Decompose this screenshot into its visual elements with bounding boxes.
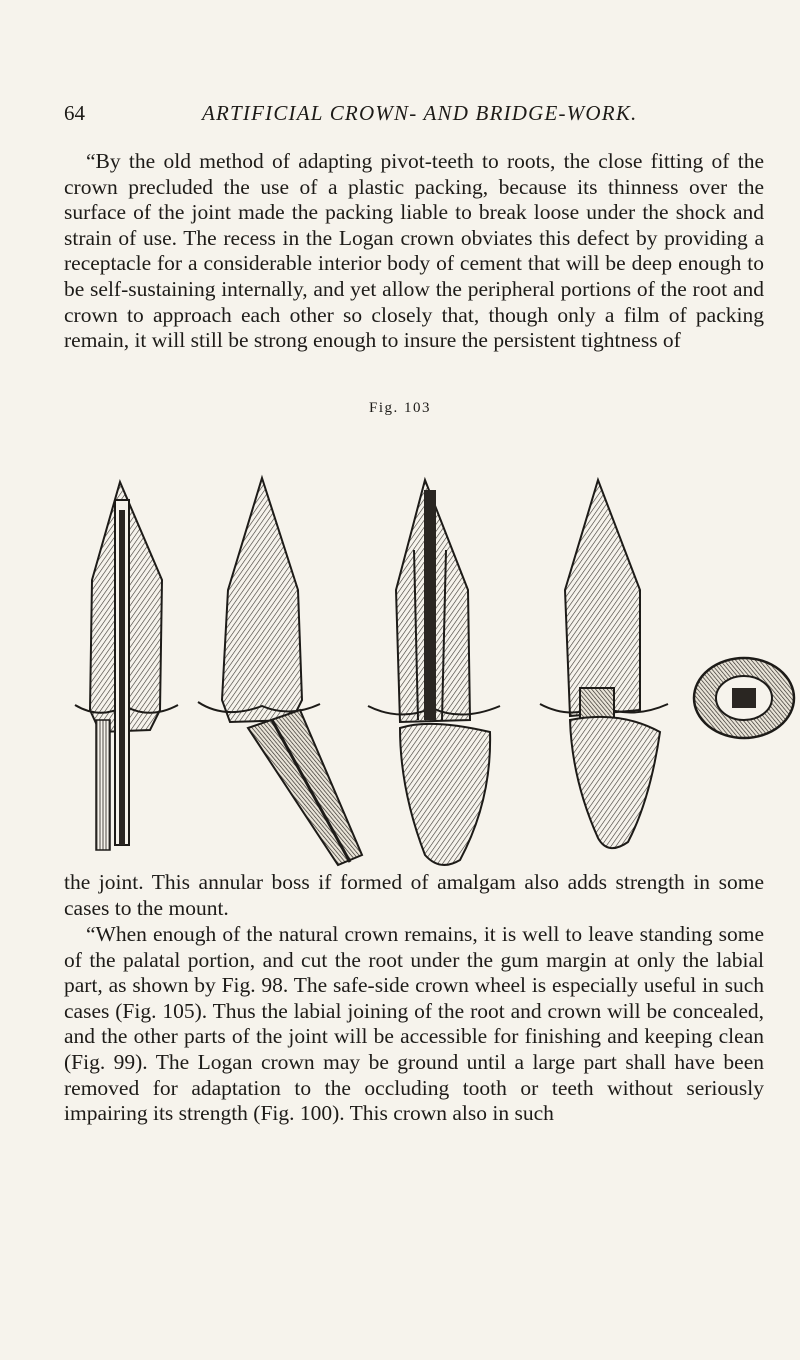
page-number: 64 [64, 101, 85, 125]
tooth-illustration-2 [198, 478, 362, 865]
cross-section-illustration [694, 658, 794, 738]
figure-illustration [0, 470, 800, 870]
paragraph: the joint. This annular boss if formed of amalgam also adds strength in some cases to the mount. [64, 870, 764, 920]
running-title: ARTIFICIAL CROWN- AND BRIDGE-WORK. [202, 101, 638, 125]
paragraph: “When enough of the natural crown remains, it is well to leave standing some of the palatal portion, and cut the root under the gum margin at only the labial part, as shown by Fig. 98. The safe-side crown wheel is especially useful in such cases (Fig. 105). Thus the labial joining of the root and crown will be concealed, and the other parts of the joint will be accessible for finishing and keeping clean (Fig. 99). The Logan crown may be ground until a large part shall have been removed for adaptation to the occluding tooth or teeth without seriously impairing its strength (Fig. 100). This crown also in such [64, 922, 764, 1126]
page-header [64, 98, 744, 128]
tooth-illustration-3 [368, 480, 500, 865]
paragraph: “By the old method of adapting pivot-teeth to roots, the close fitting of the crown precluded the use of a plastic packing, because its thinness over the surface of the joint made the packing liable to break loose under the shock and strain of use. The recess in the Logan crown obviates this defect by providing a receptacle for a considerable interior body of cement that will be deep enough to be self-sustaining internally, and yet allow the peripheral portions of the root and crown to approach each other so closely that, though only a film of packing remain, it will still be strong enough to insure the persistent tightness of [64, 149, 764, 353]
figure-caption: Fig. 103 [368, 400, 431, 416]
tooth-illustration-1 [75, 482, 178, 850]
tooth-illustration-4 [540, 480, 668, 848]
